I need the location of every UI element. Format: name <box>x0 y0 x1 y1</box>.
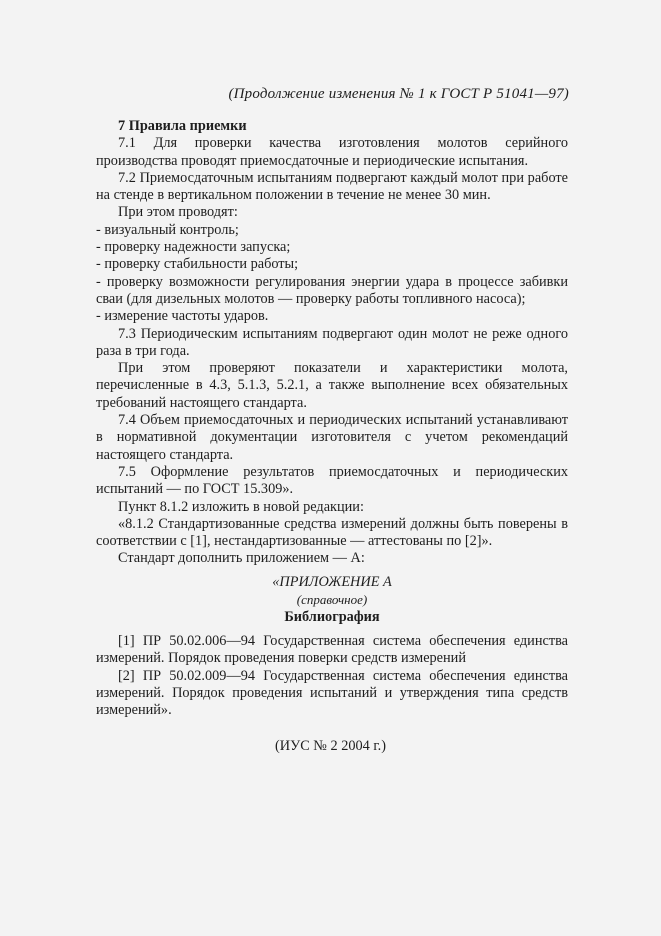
list-item: - измерение частоты ударов. <box>96 308 269 325</box>
list-item: - проверку возможности регулирования энергии удара в процессе забивки сваи (для дизельных молотов — проверку работы топливного насоса); <box>96 273 568 307</box>
list-item: - визуальный контроль; <box>96 221 239 238</box>
paragraph: 7.1 Для проверки качества изготовления молотов серийного производства проводят приемосдаточные и периодические испытания. <box>96 135 568 169</box>
section-body <box>96 118 568 568</box>
appendix-heading <box>96 574 568 626</box>
paragraph: 7.3 Периодическим испытаниям подвергают один молот не реже одного раза в три года. <box>96 325 568 359</box>
continuation-header: (Продолжение изменения № 1 к ГОСТ Р 51041—97) <box>228 86 569 102</box>
bibliography-heading: Библиография <box>284 608 380 625</box>
publication-footer: (ИУС № 2 2004 г.) <box>274 738 386 754</box>
appendix-subtitle: (справочное) <box>296 592 368 608</box>
paragraph: При этом проводят: <box>118 204 238 221</box>
paragraph: «8.1.2 Стандартизованные средства измерений должны быть поверены в соответствии с [1], нестандартизованные — аттестованы по [2]». <box>96 515 568 550</box>
paragraph: 7.5 Оформление результатов приемосдаточных и периодических испытаний — по ГОСТ 15.309». <box>96 463 568 498</box>
paragraph: При этом проверяют показатели и характеристики молота, перечисленные в 4.3, 5.1.3, 5.2.1, а также выполнение всех обязательных требований настоящего стандарта. <box>96 360 568 411</box>
bibliography-item: [1] ПР 50.02.006—94 Государственная система обеспечения единства измерений. Порядок проведения поверки средств измерений <box>96 633 568 667</box>
paragraph: Пункт 8.1.2 изложить в новой редакции: <box>118 498 364 515</box>
paragraph: Стандарт дополнить приложением — А: <box>118 550 365 567</box>
appendix-title: «ПРИЛОЖЕНИЕ А <box>272 574 392 590</box>
bibliography-list <box>96 633 568 719</box>
paragraph: 7.4 Объем приемосдаточных и периодических испытаний устанавливают в нормативной документации изготовителя с учетом рекомендаций настоящего стандарта. <box>96 412 568 463</box>
list-item: - проверку надежности запуска; <box>96 239 291 256</box>
bibliography-item: [2] ПР 50.02.009—94 Государственная система обеспечения единства измерений. Порядок проведения испытаний и утверждения типа средств измерений». <box>96 667 568 719</box>
paragraph: 7.2 Приемосдаточным испытаниям подвергают каждый молот при работе на стенде в вертикальном положении в течение не менее 30 мин. <box>96 169 568 204</box>
section-title: 7 Правила приемки <box>118 118 247 134</box>
list-item: - проверку стабильности работы; <box>96 256 299 273</box>
